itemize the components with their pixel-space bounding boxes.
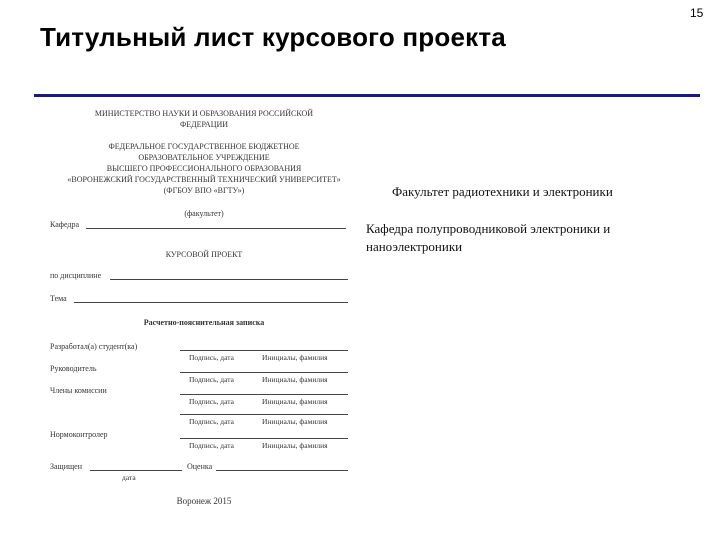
developer-label: Разработал(а) студент(ка) bbox=[50, 342, 138, 351]
note-title: Расчетно-пояснительная записка bbox=[143, 318, 265, 327]
grade-line bbox=[216, 470, 348, 471]
ministry-line-2: ФЕДЕРАЦИИ bbox=[179, 120, 229, 129]
discipline-label: по дисциплине bbox=[50, 271, 102, 280]
signature-date-caption: Подпись, дата bbox=[189, 441, 234, 450]
ministry-line-1: МИНИСТЕРСТВО НАУКИ И ОБРАЗОВАНИЯ РОССИЙСКОЙ bbox=[94, 109, 314, 118]
initials-caption: Инициалы, фамилия bbox=[262, 397, 328, 406]
signature-date-caption: Подпись, дата bbox=[189, 375, 234, 384]
committee-line-2 bbox=[180, 414, 348, 415]
department-label: Кафедра bbox=[50, 220, 80, 229]
discipline-line bbox=[110, 279, 348, 280]
normcontrol-label: Нормоконтролер bbox=[50, 430, 108, 439]
title-page-sample bbox=[44, 104, 364, 524]
signature-date-caption: Подпись, дата bbox=[189, 353, 234, 362]
department-annotation: Кафедра полупроводниковой электроники и наноэлектроники bbox=[366, 221, 611, 254]
signature-date-caption: Подпись, дата bbox=[189, 397, 234, 406]
title-divider bbox=[34, 94, 700, 97]
committee-line-1 bbox=[180, 394, 348, 395]
department-line bbox=[86, 228, 346, 229]
faculty-annotation: Факультет радиотехники и электроники bbox=[392, 184, 613, 199]
committee-label: Члены комиссии bbox=[50, 386, 107, 395]
slide-title: Титульный лист курсового проекта bbox=[40, 22, 506, 52]
initials-caption: Инициалы, фамилия bbox=[262, 417, 328, 426]
institution-line-3: ВЫСШЕГО ПРОФЕССИОНАЛЬНОГО ОБРАЗОВАНИЯ bbox=[106, 164, 302, 173]
supervisor-label: Руководитель bbox=[50, 364, 97, 373]
initials-caption: Инициалы, фамилия bbox=[262, 441, 328, 450]
topic-label: Тема bbox=[50, 294, 67, 303]
initials-caption: Инициалы, фамилия bbox=[262, 375, 328, 384]
institution-line-4: «ВОРОНЕЖСКИЙ ГОСУДАРСТВЕННЫЙ ТЕХНИЧЕСКИЙ УНИВЕРСИТЕТ» bbox=[67, 175, 341, 184]
institution-line-5: (ФГБОУ ВПО «ВГТУ») bbox=[163, 186, 245, 195]
signature-date-caption: Подпись, дата bbox=[189, 417, 234, 426]
normcontrol-line bbox=[180, 438, 348, 439]
initials-caption: Инициалы, фамилия bbox=[262, 353, 328, 362]
institution-line-2: ОБРАЗОВАТЕЛЬНОЕ УЧРЕЖДЕНИЕ bbox=[138, 153, 270, 162]
doc-type: КУРСОВОЙ ПРОЕКТ bbox=[165, 250, 243, 259]
developer-line bbox=[180, 350, 348, 351]
faculty-field: (факультет) bbox=[184, 209, 224, 218]
defended-line bbox=[90, 470, 182, 471]
date-caption: дата bbox=[122, 473, 136, 482]
institution-line-1: ФЕДЕРАЛЬНОЕ ГОСУДАРСТВЕННОЕ БЮДЖЕТНОЕ bbox=[108, 142, 300, 151]
grade-label: Оценка bbox=[187, 462, 213, 471]
city-year: Воронеж 2015 bbox=[176, 496, 232, 506]
defended-label: Защищен bbox=[50, 462, 82, 471]
slide-number: 15 bbox=[690, 6, 704, 20]
supervisor-line bbox=[180, 372, 348, 373]
topic-line bbox=[74, 302, 348, 303]
